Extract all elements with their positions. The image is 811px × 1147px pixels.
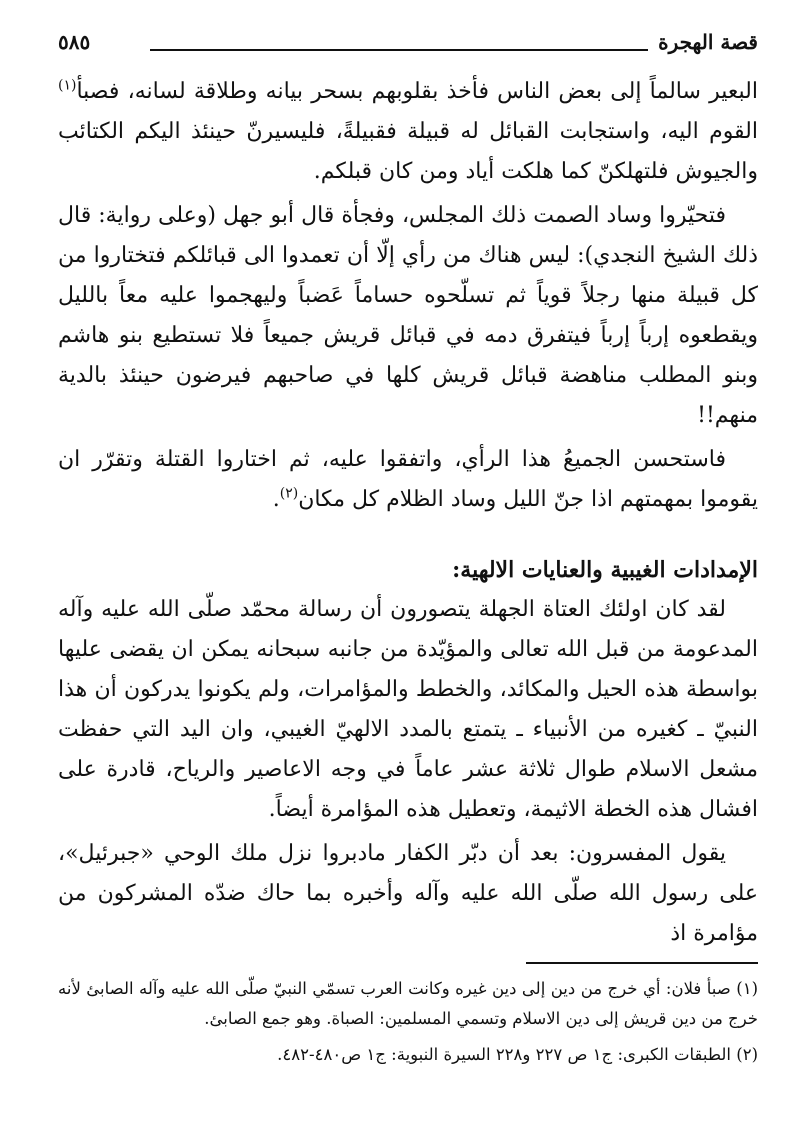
- paragraph-5: يقول المفسرون: بعد أن دبّر الكفار مادبروا نزل ملك الوحي «جبرئيل»، على رسول الله صلّى الله عليه وآله وأخبره بما حاك ضدّه المشركون من مؤامرة اذ: [58, 841, 758, 946]
- book-page: [58, 22, 758, 1076]
- running-title: قصة الهجرة: [658, 30, 758, 54]
- paragraph-1-text: البعير سالماً إلى بعض الناس فأخذ بقلوبهم بسحر بيانه وطلاقة لسانه، فصبأ: [76, 79, 758, 104]
- paragraph-4: لقد كان اولئك العتاة الجهلة يتصورون أن رسالة محمّد صلّى الله عليه وآله المدعومة من قبل الله تعالى والمؤيّدة من جانبه سبحانه يمكن ان يقضى عليها بواسطة هذه الحيل والمكائد، والخطط والمؤامرات، ولم يكونوا يدركون أن هذا النبيّ ـ كغيره من الأنبياء ـ يتمتع بالمدد الالهيّ الغيبي، وان اليد التي حفظت مشعل الاسلام طوال ثلاثة عشر عاماً في وجه الاعاصير والرياح، قادرة على افشال هذه الخطة الاثيمة، وتعطيل هذه المؤامرة أيضاً.: [58, 597, 758, 822]
- paragraph-2: فتحيّروا وساد الصمت ذلك المجلس، وفجأة قال أبو جهل (وعلى رواية: قال ذلك الشيخ النجدي): ليس هناك من رأي إلّا أن تعمدوا الى قبائلكم فتختاروا من كل قبيلة منها رجلاً قوياً ثم تسلّحوه حساماً عَضباً وليهجموا عليه معاً بالليل ويقطعوه إرباً إرباً فيتفرق دمه في قبائل قريش جميعاً فلا تستطيع بنو هاشم وبنو المطلب مناهضة قبائل قريش كلها في صاحبهم فيرضون حينئذ بالدية منهم!!: [58, 203, 758, 428]
- footnote-rule: [526, 962, 758, 964]
- footnotes: [58, 974, 758, 1070]
- page-number: ٥٨٥: [58, 30, 91, 54]
- paragraph-1: [58, 72, 758, 192]
- section-heading: الإمدادات الغيبية والعنايات الالهية:: [452, 557, 758, 583]
- main-text: [58, 72, 758, 954]
- header-rule: [150, 49, 648, 51]
- footnote-1: (١) صبأ فلان: أي خرج من دين إلى دين غيره وكانت العرب تسمّي النبيّ صلّى الله عليه وآله الصابئ لأنه خرج من دين قريش إلى دين الاسلام وتسمي المسلمين: الصباة. وهو جمع الصابئ.: [58, 979, 758, 1028]
- footnote-ref-2[interactable]: (٢): [279, 485, 299, 502]
- paragraph-3-end: .: [272, 487, 280, 512]
- running-header: [58, 22, 758, 62]
- footnote-2: (٢) الطبقات الكبرى: ج١ ص ٢٢٧ و٢٢٨ السيرة النبوية: ج١ ص٤٨٠-٤٨٢.: [277, 1045, 758, 1064]
- paragraph-3: [58, 440, 758, 520]
- paragraph-3-text: فاستحسن الجميعُ هذا الرأي، واتفقوا عليه، ثم اختاروا القتلة وتقرّر ان يقوموا بمهمتهم اذا جنّ الليل وساد الظلام كل مكان: [58, 447, 758, 512]
- paragraph-1-continuation: القوم اليه، واستجابت القبائل له قبيلة فقبيلةً، فليسيرنّ حينئذ اليكم الكتائب والجيوش فلتهلكنّ كما هلكت أياد ومن كان قبلكم.: [58, 119, 758, 184]
- footnote-ref-1[interactable]: (١): [58, 77, 77, 94]
